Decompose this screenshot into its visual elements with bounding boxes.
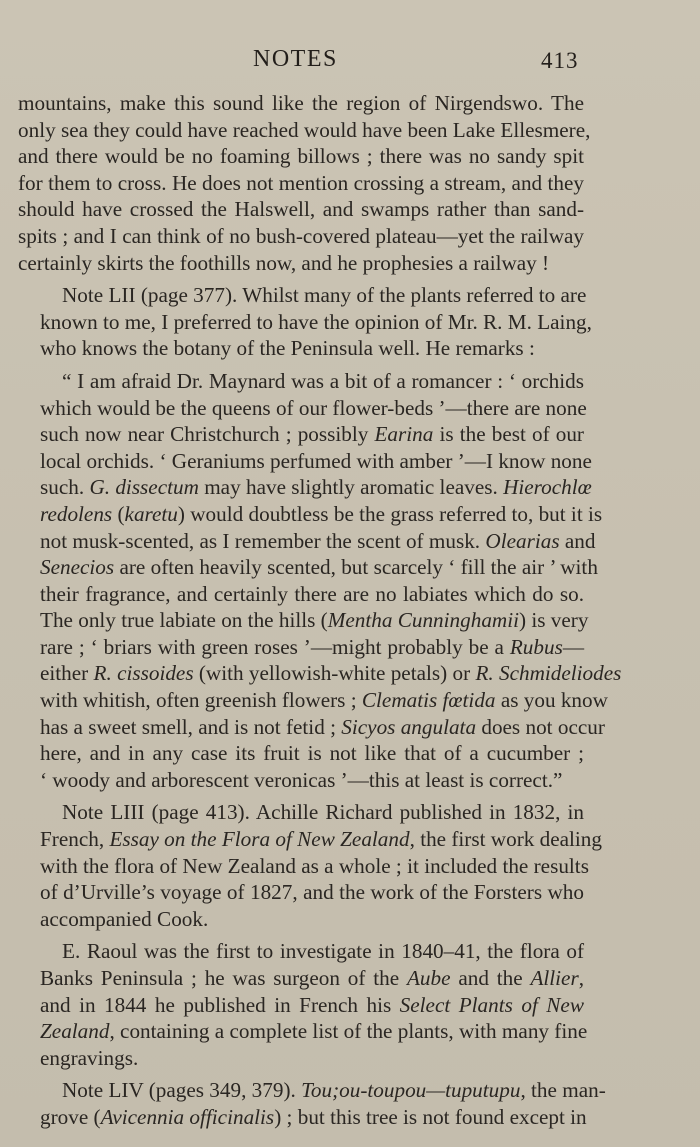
text-run: ( <box>112 501 125 526</box>
text-run: ) would doubtless be the grass referred to, but it is <box>177 501 603 526</box>
text-run: ‘ woody and arborescent veronicas ’—this at least is correct.” <box>40 767 563 792</box>
text-run: their fragrance, and certainly there are no labiates which do so. <box>40 581 584 606</box>
text-run: local orchids. ‘ Geraniums perfumed with amber ’—I know none <box>40 448 592 473</box>
italic-text: karetu <box>124 501 178 526</box>
text-line <box>18 1045 584 1072</box>
text-run: with whitish, often greenish flowers ; <box>40 688 362 713</box>
italic-text: Clematis fœtida <box>361 688 496 713</box>
paragraph <box>18 799 602 932</box>
italic-text: Mentha Cunninghamii <box>327 608 519 633</box>
text-run: not musk-scented, as I remember the scent of musk. <box>40 528 486 553</box>
text-run: is the best of our <box>433 422 584 447</box>
paragraph <box>18 368 622 794</box>
text-run: who knows the botany of the Peninsula well. He remarks : <box>40 336 535 361</box>
paragraph <box>18 938 588 1071</box>
italic-text: redolens <box>40 501 113 526</box>
text-run: with the flora of New Zealand as a whole ; it included the results <box>40 853 589 878</box>
text-line <box>18 714 605 741</box>
text-line <box>18 143 584 170</box>
text-line <box>18 965 584 992</box>
text-run: , containing a complete list of the plants, with many fine <box>109 1019 588 1044</box>
text-line <box>18 90 584 117</box>
text-run: Note LIV (pages 349, 379). <box>62 1078 302 1103</box>
text-run: as you know <box>495 688 608 713</box>
text-line <box>18 223 584 250</box>
text-line <box>18 309 592 336</box>
page-number: 413 <box>541 48 579 73</box>
text-line <box>18 1104 587 1131</box>
text-line <box>18 1077 606 1104</box>
body-text <box>18 90 622 1137</box>
italic-text: Hierochlœ <box>503 475 592 500</box>
running-title: NOTES <box>253 46 338 72</box>
text-line <box>18 421 584 448</box>
paragraph <box>18 1077 606 1130</box>
italic-text: R. cissoides <box>93 661 194 686</box>
text-line <box>18 853 589 880</box>
paragraph <box>18 90 591 276</box>
italic-text: Sicyos angulata <box>341 714 477 739</box>
text-run: which would be the queens of our flower-beds ’—there are none <box>40 395 587 420</box>
text-line <box>18 799 584 826</box>
text-run: has a sweet smell, and is not fetid ; <box>40 714 342 739</box>
italic-text: Rubus <box>509 634 563 659</box>
text-run: engravings. <box>40 1045 139 1070</box>
italic-text: Allier <box>530 966 579 990</box>
text-run: and there would be no foaming billows ; there was no sandy spit <box>18 144 584 169</box>
running-header <box>0 44 700 78</box>
text-run: for them to cross. He does not mention crossing a stream, and they <box>18 170 584 195</box>
text-run: ) ; but this tree is not found except in <box>274 1104 587 1129</box>
italic-text: Earina <box>374 422 434 447</box>
text-line <box>18 634 584 661</box>
text-line <box>18 687 608 714</box>
text-line <box>18 501 603 528</box>
text-line <box>18 607 589 634</box>
text-run: Banks Peninsula ; he was surgeon of the <box>40 966 407 990</box>
text-line <box>18 448 592 475</box>
text-run: either <box>40 661 94 686</box>
text-line <box>18 938 584 965</box>
text-line <box>18 767 584 794</box>
text-line <box>18 474 592 501</box>
text-line <box>18 740 584 767</box>
italic-text: Tou;ou-toupou—tuputupu <box>301 1078 521 1103</box>
italic-text: G. dissectum <box>89 475 199 500</box>
text-line <box>18 1018 588 1045</box>
text-run: should have crossed the Halswell, and swamps rather than sand- <box>18 197 584 222</box>
text-run: , the first work dealing <box>409 827 602 852</box>
text-run: such. <box>40 475 90 500</box>
text-run: such now near Christchurch ; possibly <box>40 422 375 447</box>
italic-text: Aube <box>406 966 451 990</box>
text-line <box>18 282 587 309</box>
text-run: The only true labiate on the hills ( <box>40 608 328 633</box>
text-line <box>18 335 584 362</box>
text-run: French, <box>40 827 110 852</box>
text-line <box>18 117 591 144</box>
text-run: Note LIII (page 413). Achille Richard published in 1832, in <box>62 800 584 825</box>
text-run: spits ; and I can think of no bush-covered plateau—yet the railway <box>18 223 584 248</box>
text-run: of d’Urville’s voyage of 1827, and the work of the Forsters who <box>40 880 584 905</box>
text-line <box>18 395 587 422</box>
text-line <box>18 250 584 277</box>
text-run: rare ; ‘ briars with green roses ’—might probably be a <box>40 634 510 659</box>
text-line <box>18 826 602 853</box>
text-run: — <box>562 634 584 659</box>
italic-text: R. Schmideliodes <box>475 661 622 686</box>
text-run: grove ( <box>40 1104 101 1129</box>
text-line <box>18 554 598 581</box>
text-line <box>18 196 584 223</box>
text-line <box>18 660 622 687</box>
text-line <box>18 906 584 933</box>
text-line <box>18 879 584 906</box>
text-run: “ I am afraid Dr. Maynard was a bit of a romancer : ‘ orchids <box>62 368 584 393</box>
text-run: E. Raoul was the first to investigate in 1840–41, the flora of <box>62 939 584 964</box>
text-run: and <box>559 528 596 553</box>
text-run: mountains, make this sound like the region of Nirgendswo. The <box>18 91 584 115</box>
text-run: and the <box>450 966 531 990</box>
text-run: are often heavily scented, but scarcely ‘ fill the air ’ with <box>114 555 598 580</box>
paragraph <box>18 282 592 362</box>
text-run: , <box>578 966 584 990</box>
text-run: , the man- <box>520 1078 606 1103</box>
italic-text: Select Plants of New <box>399 992 584 1017</box>
italic-text: Zealand <box>40 1019 110 1044</box>
text-run: only sea they could have reached would have been Lake Ellesmere, <box>18 117 591 142</box>
text-line <box>18 170 584 197</box>
italic-text: Olearias <box>485 528 560 553</box>
text-run: (with yellowish-white petals) or <box>193 661 476 686</box>
text-run: ) is very <box>519 608 589 633</box>
text-run: Note LII (page 377). Whilst many of the plants referred to are <box>62 283 587 308</box>
text-run: may have slightly aromatic leaves. <box>198 475 504 500</box>
text-line <box>18 581 584 608</box>
text-run: here, and in any case its fruit is not like that of a cucumber ; <box>40 741 584 766</box>
text-run: accompanied Cook. <box>40 906 209 931</box>
text-line <box>18 368 584 395</box>
italic-text: Essay on the Flora of New Zealand <box>109 827 410 852</box>
italic-text: Avicennia officinalis <box>100 1104 275 1129</box>
italic-text: Senecios <box>40 555 115 580</box>
text-line <box>18 992 584 1019</box>
text-run: and in 1844 he published in French his <box>40 992 400 1017</box>
text-run: certainly skirts the foothills now, and he prophesies a railway ! <box>18 250 550 275</box>
text-line <box>18 528 596 555</box>
text-run: known to me, I preferred to have the opinion of Mr. R. M. Laing, <box>40 309 592 334</box>
text-run: does not occur <box>476 714 605 739</box>
